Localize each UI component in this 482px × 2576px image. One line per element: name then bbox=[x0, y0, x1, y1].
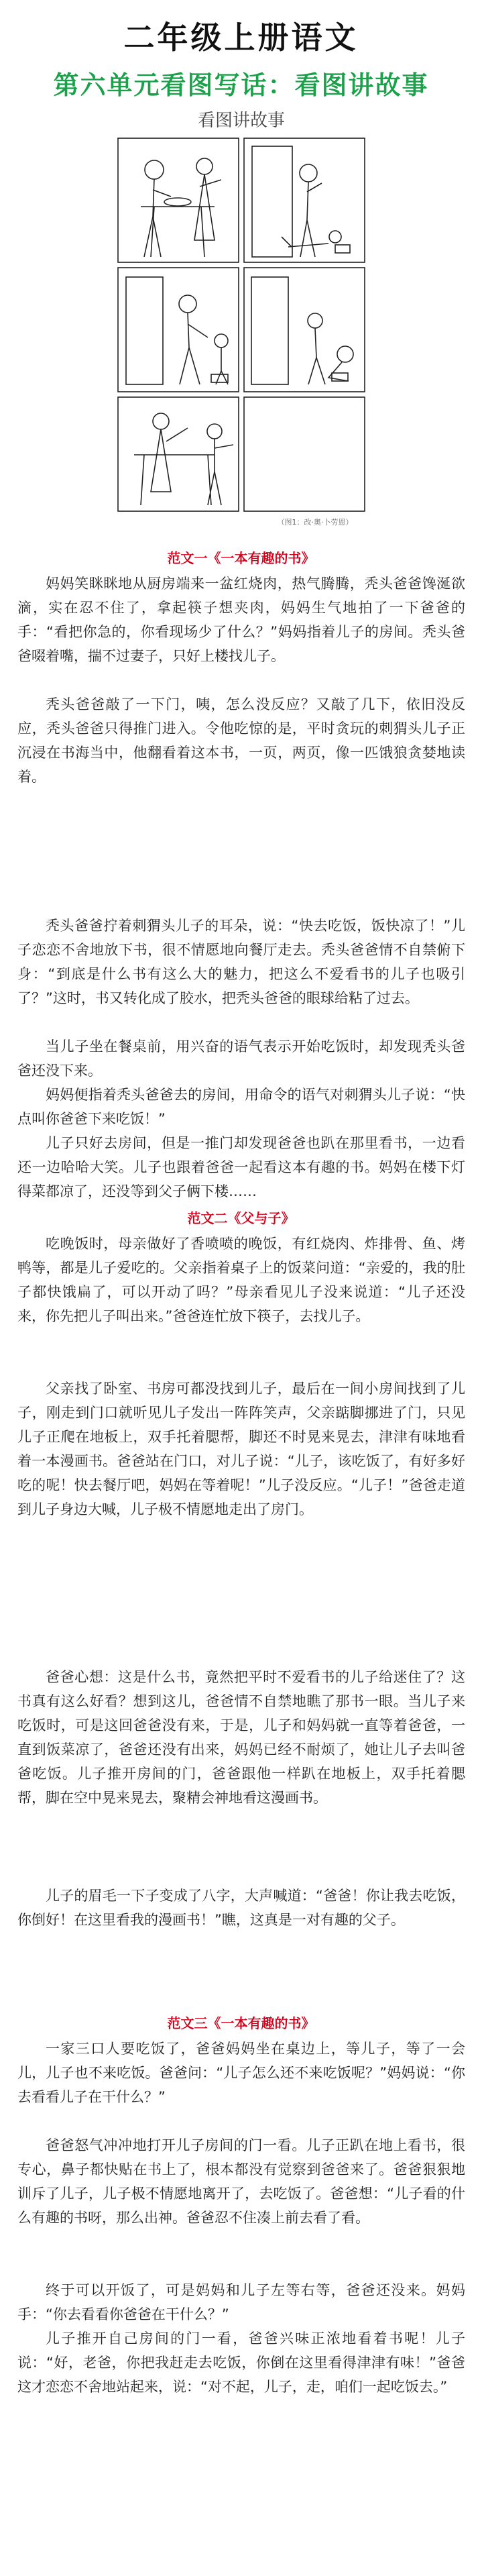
essay-3-paragraph: 儿子推开自己房间的门一看，爸爸兴味正浓地看着书呢！儿子说：“好，老爸，你把我赶走去吃饭，你倒在这里看得津津有味！”爸爸这才恋恋不舍地站起来，说：“对不起，儿子，走，咱们一起吃饭去。” bbox=[17, 2330, 465, 2395]
comic-illustration bbox=[114, 106, 369, 530]
essay-1-title: 范文一《一本有趣的书》 bbox=[167, 550, 315, 566]
comic-panel-1 bbox=[118, 138, 239, 262]
essay-1-paragraph: 秃头爸爸拧着刺猬头儿子的耳朵，说：“快去吃饭，饭快凉了！”儿子恋恋不舍地放下书，很不情愿地向餐厅走去。秃头爸爸情不自禁俯下身：“到底是什么书有这么大的魅力，把这么不爱看书的儿子也吸引了？”这时，书又转化成了胶水，把秃头爸爸的眼球给粘了过去。 bbox=[17, 918, 465, 1006]
essay-1-paragraph: 妈妈笑眯眯地从厨房端来一盆红烧肉，热气腾腾，秃头爸爸馋涎欲滴，实在忍不住了，拿起筷子想夹肉，妈妈生气地拍了一下爸爸的手：“看把你急的，你看现场少了什么？”妈妈指着儿子的房间。秃头爸爸啜着嘴，揣不过妻子，只好上楼找儿子。 bbox=[17, 576, 465, 664]
essay-1-paragraph: 妈妈便指着秃头爸爸去的房间，用命令的语气对刺猬头儿子说：“快点叫你爸爸下来吃饭！” bbox=[17, 1087, 465, 1127]
illustration-credit: （图1：改·奥·卜劳恩） bbox=[277, 518, 353, 527]
comic-panel-4 bbox=[244, 268, 365, 392]
essay-2-paragraph: 吃晚饭时，母亲做好了香喷喷的晚饭，有红烧肉、炸排骨、鱼、烤鸭等，都是儿子爱吃的。父亲指着桌子上的饭菜问道：“亲爱的，我的肚子都快饿扁了，可以开动了吗？”母亲看见儿子没来说道：“儿子还没来，你先把儿子叫出来。”爸爸连忙放下筷子，去找儿子。 bbox=[17, 1236, 465, 1324]
essay-3-paragraph: 终于可以开饭了，可是妈妈和儿子左等右等，爸爸还没来。妈妈手：“你去看看你爸爸在干什么？” bbox=[17, 2282, 465, 2322]
essay-3-title: 范文三《一本有趣的书》 bbox=[167, 2015, 315, 2031]
essay-2-title: 范文二《父与子》 bbox=[187, 1210, 295, 1226]
essay-3-paragraph: 爸爸怒气冲冲地打开儿子房间的门一看。儿子正趴在地上看书，很专心，鼻子都快贴在书上了，根本都没有觉察到爸爸来了。爸爸狠狠地训斥了儿子，儿子极不情愿地离开了，去吃饭了。爸爸想：“儿子看的什么有趣的书呀，那么出神。爸爸忍不住凑上前去看了看。 bbox=[17, 2137, 465, 2226]
essay-2-paragraph: 父亲找了卧室、书房可都没找到儿子，最后在一间小房间找到了儿子，刚走到门口就听见儿子发出一阵阵笑声，父亲踮脚挪进了门，只见儿子正爬在地板上，双手托着腮帮，脚还不时晃来晃去，津津有味地看着一本漫画书。爸爸站在门口，对儿子说：“儿子，该吃饭了，有好多好吃的呢！快去餐厅吧，妈妈在等着呢！”儿子没反应。“儿子！”爸爸走道到儿子身边大喊，儿子极不情愿地走出了房门。 bbox=[17, 1381, 465, 1517]
comic-panel-2 bbox=[244, 138, 365, 262]
comic-panel-6 bbox=[244, 397, 365, 511]
essay-3-paragraph: 一家三口人要吃饭了，爸爸妈妈坐在桌边上，等儿子，等了一会儿，儿子也不来吃饭。爸爸问：“儿子怎么还不来吃饭呢？”妈妈说：“你去看看儿子在干什么？” bbox=[17, 2041, 465, 2105]
comic-panel-5 bbox=[118, 397, 239, 511]
essay-1-paragraph: 儿子只好去房间，但是一推门却发现爸爸也趴在那里看书，一边看还一边哈哈大笑。儿子也跟着爸爸一起看这本有趣的书。妈妈在楼下灯得菜都凉了，还没等到父子俩下楼…… bbox=[17, 1135, 465, 1199]
illustration-caption: 看图讲故事 bbox=[197, 111, 286, 131]
page-subtitle: 第六单元看图写话：看图讲故事 bbox=[53, 70, 429, 100]
essay-1-paragraph: 当儿子坐在餐桌前，用兴奋的语气表示开始吃饭时，却发现秃头爸爸还没下来。 bbox=[17, 1038, 465, 1079]
essay-1-paragraph: 秃头爸爸敲了一下门，咦，怎么没反应？又敲了几下，依旧没反应，秃头爸爸只得推门进入。令他吃惊的是，平时贪玩的刺猬头儿子正沉浸在书海当中，他翻看着这本书，一页，两页，像一匹饿狼贪婪地读着。 bbox=[17, 696, 465, 785]
page-title: 二年级上册语文 bbox=[123, 19, 359, 56]
comic-panel-3 bbox=[118, 268, 239, 392]
essay-2-paragraph: 儿子的眉毛一下子变成了八字，大声喊道：“爸爸！你让我去吃饭，你倒好！在这里看我的漫画书！”瞧，这真是一对有趣的父子。 bbox=[17, 1888, 465, 1928]
essay-2-paragraph: 爸爸心想：这是什么书，竟然把平时不爱看书的儿子给迷住了？这书真有这么好看？想到这儿，爸爸情不自禁地瞧了那书一眼。当儿子来吃饭时，可是这回爸爸没有来，于是，儿子和妈妈就一直等着爸爸，一直到饭菜凉了，爸爸还没有出来，妈妈已经不耐烦了，她让儿子去叫爸爸吃饭。儿子推开房间的门，爸爸跟他一样趴在地板上，双手托着腮帮，脚在空中晃来晃去，聚精会神地看这漫画书。 bbox=[17, 1669, 465, 1806]
